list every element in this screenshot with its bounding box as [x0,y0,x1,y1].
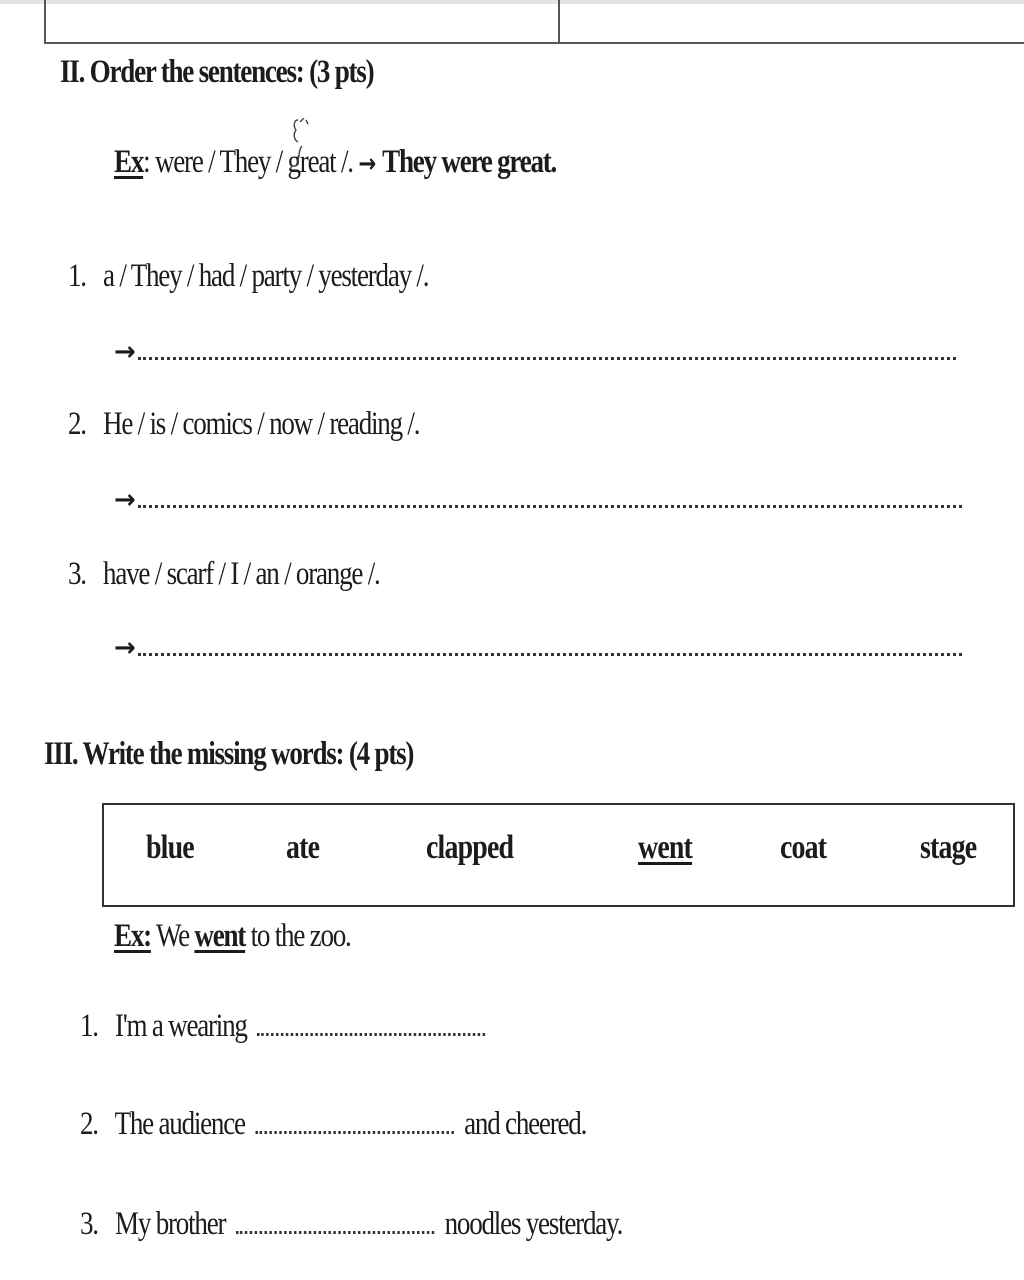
item-number: 1. [68,258,86,294]
answer-blank[interactable] [138,487,962,508]
example-label: Ex: [114,918,151,954]
word-bank-item: clapped [426,829,514,866]
word-bank-item: coat [780,829,827,866]
item-before: I'm a wearing [115,1008,247,1044]
answer-line-1[interactable] [114,334,956,368]
header-table-fragment [44,0,1024,44]
word-bank-item: stage [920,829,977,866]
item-number: 1. [80,1008,98,1044]
item-number: 3. [68,556,86,592]
example-before: We [155,918,189,954]
hand-cursor-icon [290,118,312,188]
word-bank-item-used: went [638,829,693,866]
section3-item-1 [80,1008,490,1045]
word-bank-item: ate [286,829,320,866]
item-number: 2. [68,406,86,442]
item-after: and cheered. [464,1106,587,1142]
arrow-icon: → [358,149,375,179]
answer-line-3[interactable] [114,630,962,664]
item-text: a / They / had / party / yesterday /. [103,258,429,294]
fill-blank[interactable] [236,1219,434,1234]
fill-blank[interactable] [255,1119,453,1134]
item-before: My brother [115,1206,226,1242]
word-bank [102,803,1015,907]
example-answer: They were great. [382,144,557,180]
section3-item-3 [80,1206,622,1243]
section3-item-2 [80,1106,586,1143]
arrow-icon: → [114,337,136,367]
item-text: have / scarf / I / an / orange /. [103,556,380,592]
fill-blank[interactable] [257,1021,485,1036]
item-number: 3. [80,1206,98,1242]
example-after: to the zoo. [250,918,351,954]
section3-example [114,918,351,955]
section2-item-2 [68,406,419,443]
table-divider [558,0,560,42]
answer-blank[interactable] [138,339,956,360]
item-number: 2. [80,1106,98,1142]
example-prompt: were / They / great /. [154,144,353,180]
section3-heading: III. Write the missing words: (4 pts) [44,736,414,772]
item-after: noodles yesterday. [444,1206,623,1242]
arrow-icon: → [114,633,136,663]
example-word: went [194,918,246,954]
answer-blank[interactable] [138,635,962,656]
answer-line-2[interactable] [114,482,962,516]
section2-item-3 [68,556,380,593]
arrow-icon: → [114,485,136,515]
section2-example [114,144,556,181]
example-label: Ex [114,144,144,180]
item-before: The audience [114,1106,245,1142]
section2-heading: II. Order the sentences: (3 pts) [60,54,374,90]
section2-item-1 [68,258,428,295]
example-colon: : [143,144,150,180]
item-text: He / is / comics / now / reading /. [103,406,420,442]
word-bank-item: blue [146,829,194,866]
